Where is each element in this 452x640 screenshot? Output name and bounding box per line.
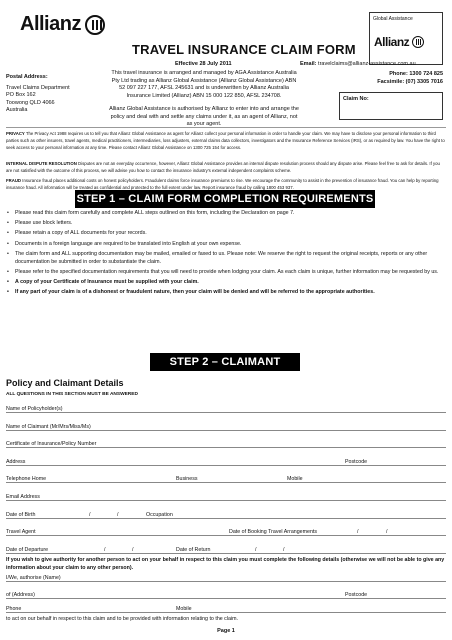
claim-number-label: Claim No:: [343, 96, 369, 102]
list-item: • A copy of your Certificate of Insurance must be supplied with your claim.: [6, 279, 446, 287]
privacy-text: The Privacy Act 1988 requires us to tell you that Allianz Global Assistance as agent for Allianz collect your personal information in order to handle your claim. We may have to disclose your personal information to third parties such as other insurers, travel agents, medical practitioners, intermediaries, loss adjusters, external claims data collectors, investigators and the Insurance Reference Services (IRS), or as required by law. You have the right to seek access to your personal information at any time. Please contact Allianz Global Assistance on 1300 725 154 for access.: [6, 131, 445, 150]
date-separator: /: [386, 529, 388, 535]
postal-address: [6, 74, 70, 115]
email-address: travelclaims@allianz-assistance.com.au: [318, 61, 416, 67]
authorise-phone-field[interactable]: [6, 612, 446, 613]
postal-line: Australia: [6, 107, 28, 113]
date-separator: /: [132, 547, 134, 553]
requirements-list: [6, 210, 446, 299]
dob-occupation-field[interactable]: [6, 518, 446, 519]
date-separator: /: [117, 512, 119, 518]
claim-number-box[interactable]: [339, 92, 443, 120]
address-field[interactable]: [6, 465, 446, 466]
policyholders-field[interactable]: [6, 412, 446, 413]
section-note: ALL QUESTIONS IN THIS SECTION MUST BE ANSWERED: [6, 392, 138, 397]
telephone-field[interactable]: [6, 482, 446, 483]
fraud-text: Insurance fraud places additional costs on honest policyholders. Fraudulent claims force insurance premiums to rise. We encourage the community to assist in the prevention of insurance fraud. You can help by reporting insurance fraud. All information will be treated as confidential and protected to the full extent under law. Report insurance fraud by calling 1800 453 937.: [6, 178, 439, 190]
list-item: • The claim form and ALL supporting documentation may be mailed, emailed or faxed to us. Please note: We reserve the right to request the original receipts, reports or any other documentation be submitted in order to substantiate the claim.: [6, 251, 446, 267]
step1-banner: STEP 1 – CLAIM FORM COMPLETION REQUIREMENTS: [75, 190, 375, 208]
list-item: • If any part of your claim is of a dishonest or fraudulent nature, then your claim will be denied and will be referred to the appropriate authorities.: [6, 289, 446, 297]
contact-phones: [300, 70, 443, 86]
allianz-small-eagle-icon: [412, 36, 424, 48]
claimant-label: Name of Claimant (Mr/Mrs/Miss/Ms): [6, 424, 91, 430]
dispute-text: Disputes are not an everyday occurrence, however, Allianz Global Assistance provides an internal dispute resolution process should any dispute arise. Please feel free to ask for details. If you are not satisfied with the outcome of this process, we will advise you how to contact the insurance industry's external independent complaints scheme.: [6, 161, 440, 173]
effective-date: Effective 28 July 2011: [175, 61, 232, 67]
global-assistance-logo-text: Allianz: [374, 35, 410, 49]
travel-agent-field[interactable]: [6, 535, 446, 536]
departure-label: Date of Departure: [6, 547, 49, 553]
email-field[interactable]: [6, 500, 446, 501]
return-label: Date of Return: [176, 547, 211, 553]
fraud-notice: [6, 177, 446, 191]
authority-note: If you wish to give authority for another person to act on your behalf in respect to this claim you must complete the following details (otherwise we will not be able to give any information about your claim to any other person).: [6, 557, 445, 571]
certificate-field[interactable]: [6, 447, 446, 448]
postal-line: Travel Claims Department: [6, 84, 70, 91]
dispute-notice: [6, 160, 446, 174]
dob-label: Date of Birth: [6, 512, 36, 518]
authorise-name-field[interactable]: [6, 581, 446, 582]
list-item: • Please use block letters.: [6, 220, 446, 228]
page-title: TRAVEL INSURANCE CLAIM FORM: [132, 42, 356, 57]
global-assistance-box: [369, 12, 443, 65]
privacy-title: PRIVACY: [6, 131, 25, 136]
booking-date-label: Date of Booking Travel Arrangements: [229, 529, 318, 535]
act-on-behalf-text: to act on our behalf in respect to this claim and to be provided with information relating to the claim.: [6, 616, 239, 622]
telephone-home-label: Telephone Home: [6, 476, 47, 482]
authorised-statement: Allianz Global Assistance is authorised by Allianz to enter into and arrange the policy and deal with and settle any claims under it, as an agent of Allianz, not as your agent.: [109, 106, 299, 127]
section-heading: Policy and Claimant Details: [6, 378, 124, 388]
policyholders-label: Name of Policyholder(s): [6, 406, 63, 412]
travel-dates-field[interactable]: [6, 553, 446, 554]
step2-banner: STEP 2 – CLAIMANT DETAILS: [150, 353, 300, 371]
fraud-title: FRAUD: [6, 178, 22, 183]
arranged-statement: This travel insurance is arranged and managed by AGA Assistance Australia Pty Ltd trading as Allianz Global Assistance (Allianz Global Assistance) ABN 52 097 227 177, AFSL 245631 and is underwritten by Allianz Australia Insurance Limited (Allianz) ABN 15 000 122 850, AFSL 234708.: [111, 70, 297, 99]
email-label: Email:: [300, 61, 317, 67]
allianz-logo: [20, 13, 105, 36]
email-address-label: Email Address: [6, 494, 40, 500]
authorise-label: I/We, authorise (Name): [6, 575, 61, 581]
privacy-notice: [6, 130, 446, 151]
date-separator: /: [283, 547, 285, 553]
postcode-label: Postcode: [345, 592, 368, 598]
list-item: • Documents in a foreign language are required to be translated into English at your own expense.: [6, 241, 446, 249]
date-separator: /: [89, 512, 91, 518]
fax-number: Facsimile: (07) 3305 7016: [377, 79, 443, 85]
postcode-label: Postcode: [345, 459, 368, 465]
global-assistance-logo: [374, 35, 424, 49]
mobile-label: Mobile: [176, 606, 192, 612]
list-item: • Please read this claim form carefully and complete ALL steps outlined on this form, including the Declaration on page 7.: [6, 210, 446, 218]
global-assistance-label: Global Assistance: [373, 16, 413, 22]
address-label: Address: [6, 459, 26, 465]
divider: [6, 127, 446, 128]
list-item: • Please retain a copy of ALL documents for your records.: [6, 230, 446, 238]
travel-agent-label: Travel Agent: [6, 529, 36, 535]
date-separator: /: [357, 529, 359, 535]
claimant-field[interactable]: [6, 430, 446, 431]
contact-email: [300, 61, 416, 67]
list-item: • Please refer to the specified documentation requirements that you will need to provide when lodging your claim. As each claim is unique, further information may be requested by us.: [6, 269, 446, 277]
certificate-label: Certificate of Insurance/Policy Number: [6, 441, 97, 447]
postal-label: Postal Address:: [6, 74, 48, 80]
mobile-label: Mobile: [287, 476, 303, 482]
date-separator: /: [255, 547, 257, 553]
of-address-label: of (Address): [6, 592, 35, 598]
phone-number: Phone: 1300 724 825: [389, 71, 443, 77]
phone-label: Phone: [6, 606, 22, 612]
authorise-address-field[interactable]: [6, 598, 446, 599]
logo-text: Allianz: [20, 13, 81, 35]
postal-line: PO Box 162: [6, 92, 36, 98]
date-separator: /: [104, 547, 106, 553]
allianz-eagle-icon: [85, 15, 105, 35]
dispute-title: INTERNAL DISPUTE RESOLUTION: [6, 161, 77, 166]
occupation-label: Occupation: [146, 512, 173, 518]
postal-line: Toowong QLD 4066: [6, 99, 55, 106]
business-phone-label: Business: [176, 476, 198, 482]
page-number: Page 1: [217, 628, 235, 634]
